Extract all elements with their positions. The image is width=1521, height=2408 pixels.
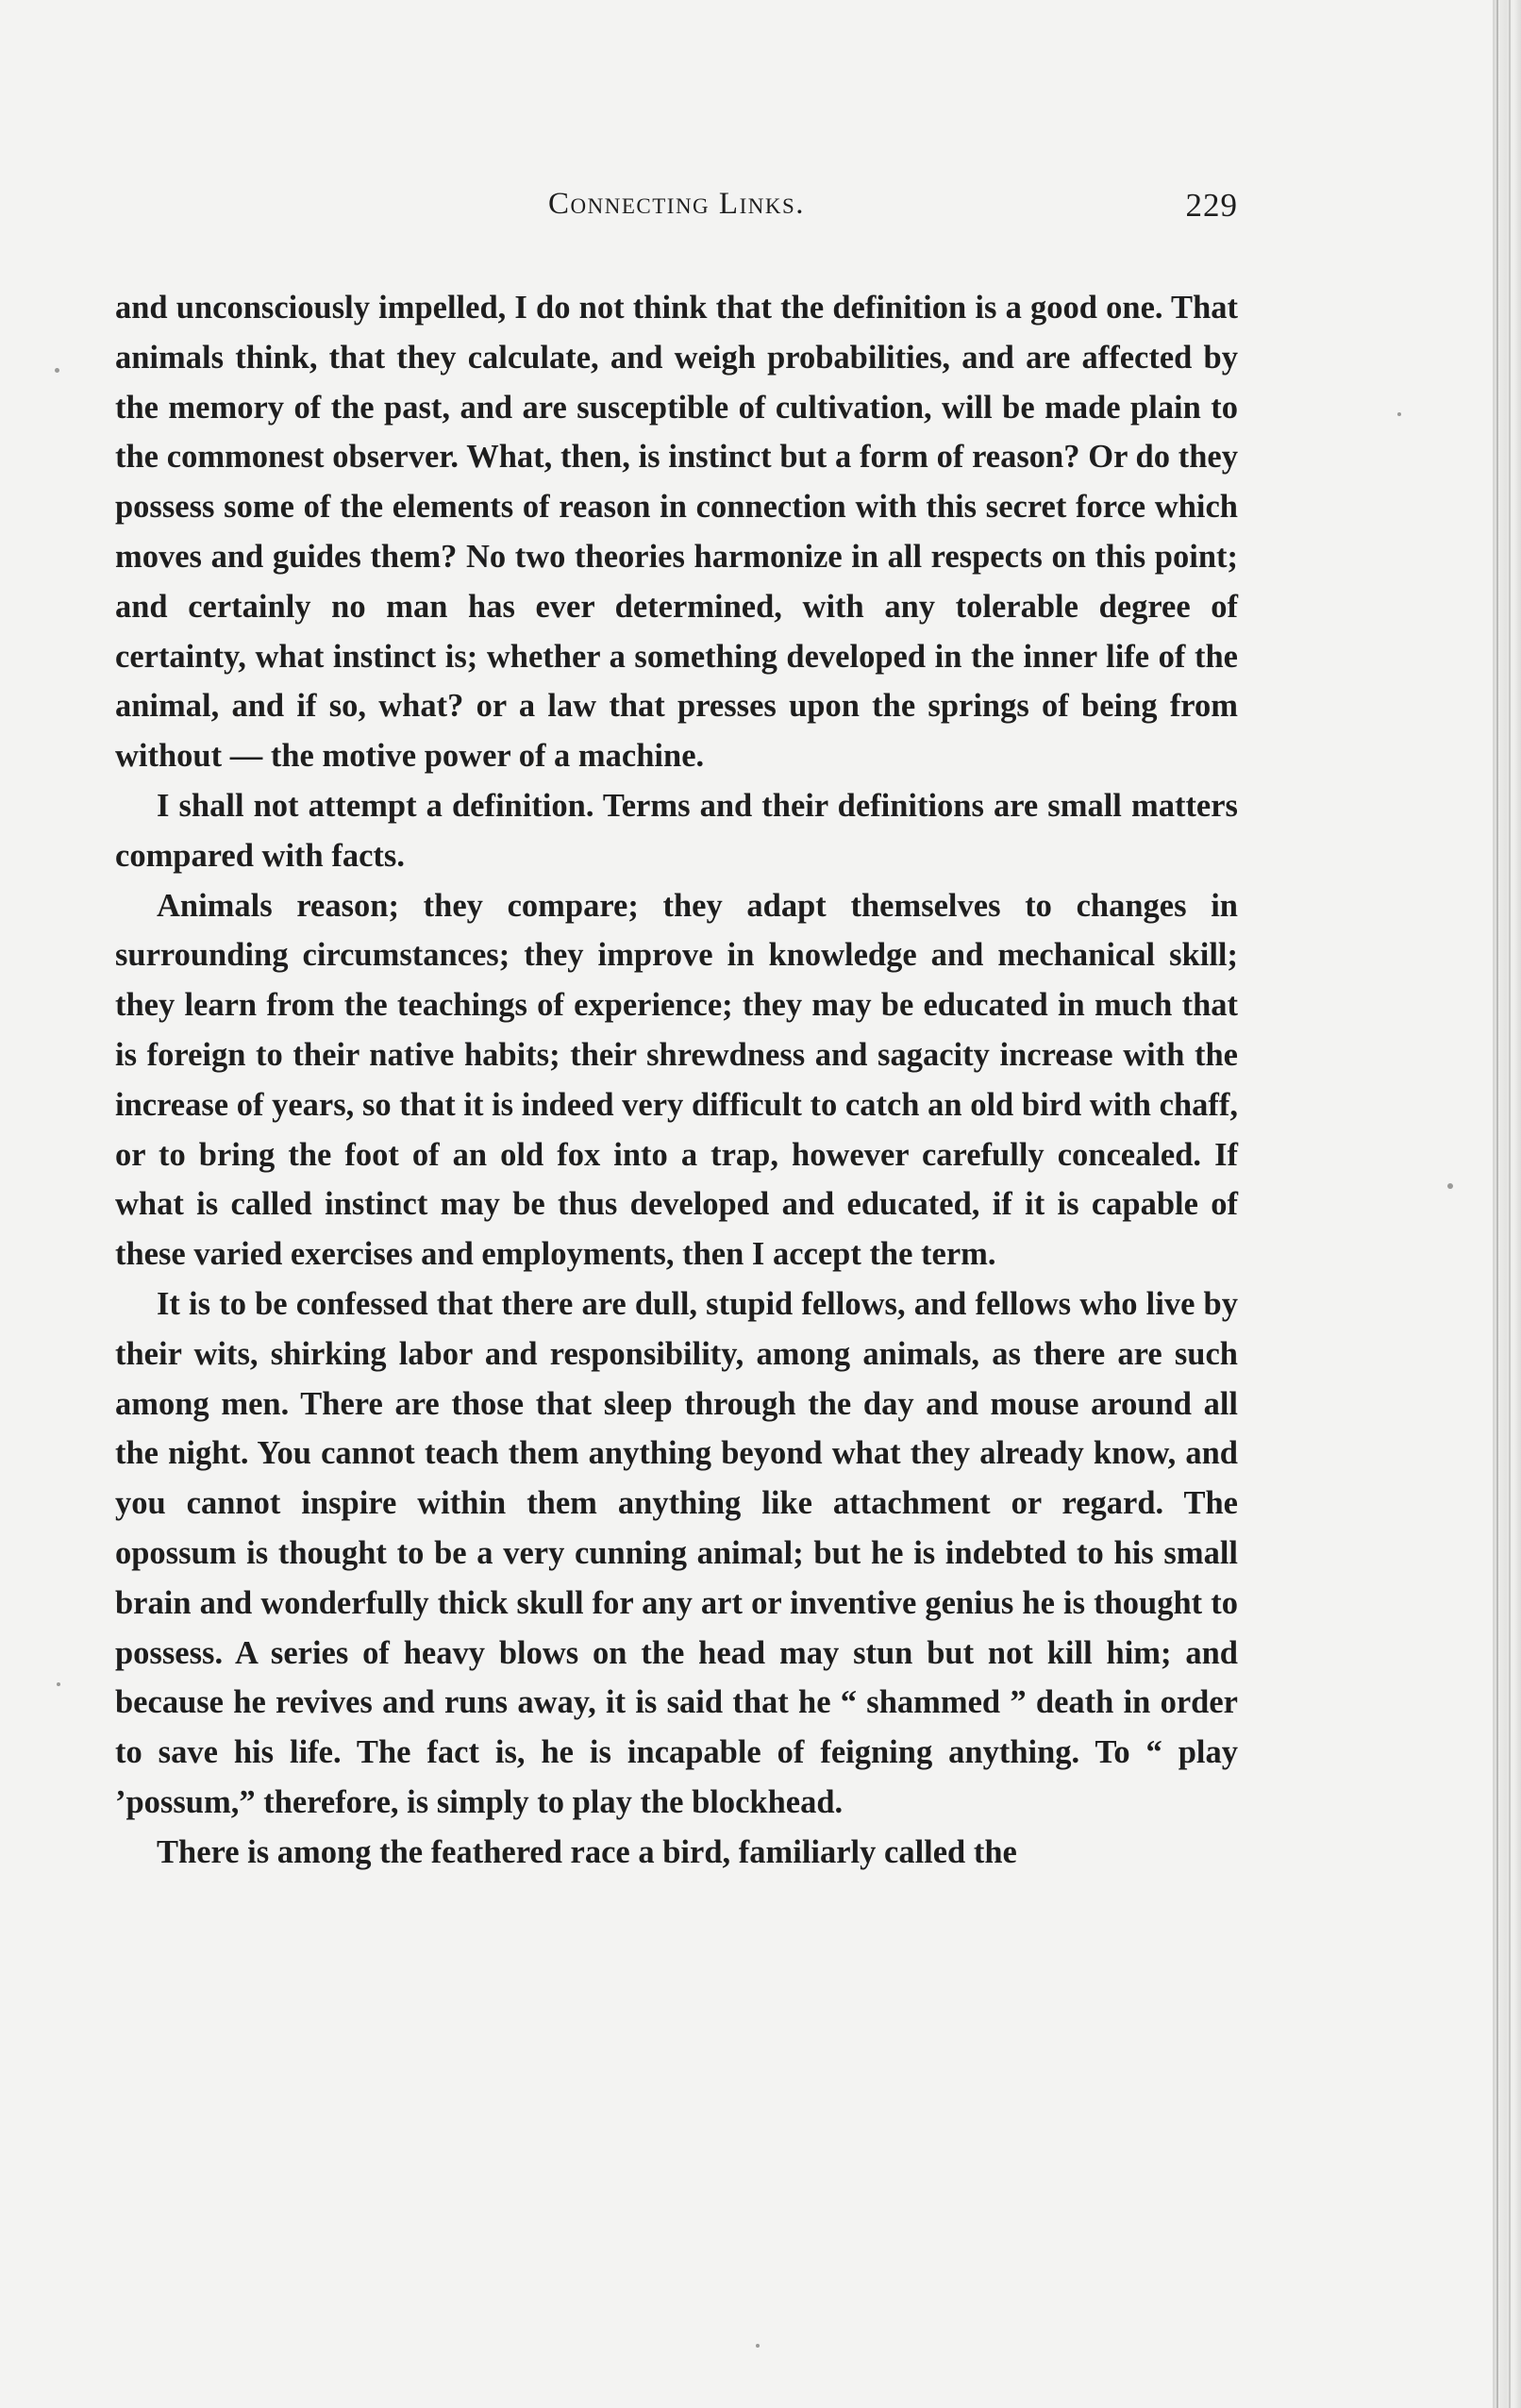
paper-speck [1397,412,1401,416]
edge-line [1509,0,1511,2408]
paragraph-animals-reason: Animals reason; they compare; they adapt themselves to changes in surrounding circumstances; they improve in knowledge and mechanical skill; they learn from the teachings of experience; they may be educated in much that is foreign to their native habits; their shrewdness and sagacity increase with the increase of years, so that it is indeed very difficult to catch an old bird with chaff, or to bring the foot of an old fox into a trap, however carefully concealed. If what is called instinct may be thus developed and educated, if it is capable of these varied exercises and employments, then I accept the term. [115,887,1238,1273]
page-header [115,187,1238,234]
paragraph-definition: I shall not attempt a definition. Terms and their definitions are small matters compared with facts. [115,787,1238,874]
page-edge [1493,0,1521,2408]
paragraph-continuation: and unconsciously impelled, I do not think that the definition is a good one. That animals think, that they calculate, and weigh probabilities, and are affected by the memory of the past, and are susceptible of cultivation, will be made plain to the commonest observer. What, then, is instinct but a form of reason? Or do they possess some of the elements of reason in connection with this secret force which moves and guides them? No two theories harmonize in all respects on this point; and certainly no man has ever determined, with any tolerable degree of certainty, what instinct is; whether a something developed in the inner life of the animal, and if so, what? or a law that presses upon the springs of being from without — the motive power of a machine. [115,290,1238,775]
paragraph-feathered-race: There is among the feathered race a bird, familiarly called the [157,1833,1017,1870]
paper-speck [1447,1183,1453,1189]
paragraph-opossum: It is to be confessed that there are dull, stupid fellows, and fellows who live by their wits, shirking labor and responsibility, among animals, as there are such among men. There are those that sleep through the day and mouse around all the night. You cannot teach them anything beyond what they already know, and you cannot inspire within them anything like attachment or regard. The opossum is thought to be a very cunning animal; but he is indebted to his small brain and wonderfully thick skull for any art or inventive genius he is thought to possess. A series of heavy blows on the head may stun but not kill him; and because he revives and runs away, it is said that he “ shammed ” death in order to save his life. The fact is, he is incapable of feigning anything. To “ play ’possum,” therefore, is simply to play the blockhead. [115,1285,1238,1820]
body-text [115,283,1238,1878]
paper-speck [57,1682,60,1686]
running-title: Connecting Links. [548,187,805,221]
paper-speck [756,2344,760,2348]
edge-line [1496,0,1498,2408]
page-number: 229 [1185,187,1238,224]
paper-speck [55,368,59,373]
